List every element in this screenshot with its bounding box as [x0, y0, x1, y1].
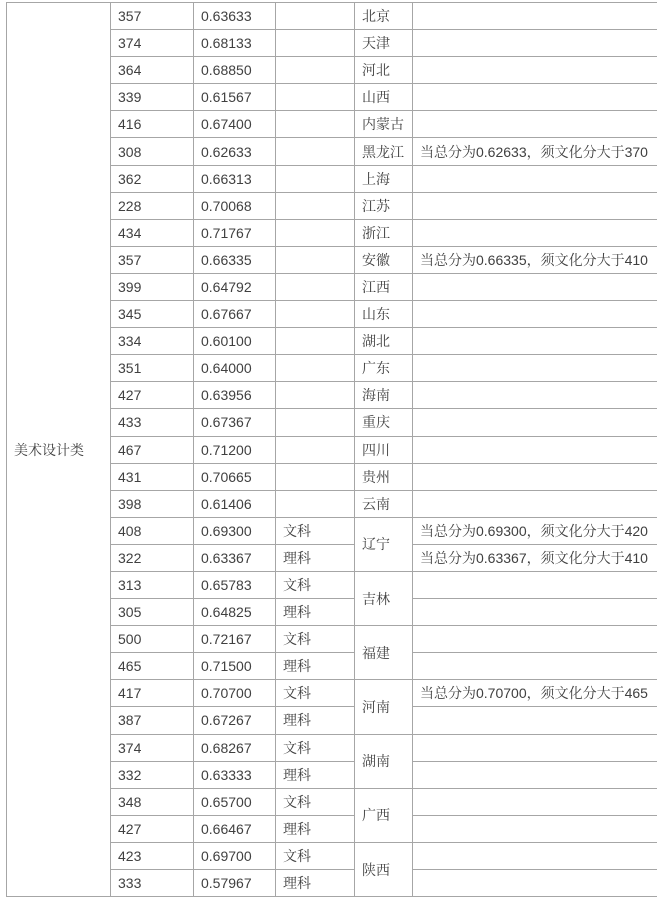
score-cell: 357	[111, 3, 194, 30]
note-cell	[413, 111, 657, 138]
province-cell: 广西	[355, 788, 413, 842]
province-cell: 四川	[355, 436, 413, 463]
province-cell: 天津	[355, 30, 413, 57]
province-cell: 山东	[355, 301, 413, 328]
track-cell	[276, 382, 355, 409]
ratio-cell: 0.64792	[194, 273, 276, 300]
score-cell: 374	[111, 30, 194, 57]
note-cell	[413, 788, 657, 815]
score-cell: 348	[111, 788, 194, 815]
score-cell: 427	[111, 382, 194, 409]
note-cell	[413, 328, 657, 355]
ratio-cell: 0.68267	[194, 734, 276, 761]
ratio-cell: 0.63633	[194, 3, 276, 30]
score-cell: 465	[111, 653, 194, 680]
note-cell	[413, 409, 657, 436]
score-cell: 345	[111, 301, 194, 328]
track-cell	[276, 192, 355, 219]
note-cell	[413, 3, 657, 30]
admission-scores-table	[6, 2, 657, 897]
ratio-cell: 0.72167	[194, 626, 276, 653]
table-row	[7, 3, 657, 30]
score-cell: 387	[111, 707, 194, 734]
score-cell: 417	[111, 680, 194, 707]
track-cell: 理科	[276, 544, 355, 571]
note-cell	[413, 165, 657, 192]
ratio-cell: 0.67367	[194, 409, 276, 436]
province-cell: 福建	[355, 626, 413, 680]
track-cell: 理科	[276, 870, 355, 897]
track-cell: 理科	[276, 761, 355, 788]
score-cell: 374	[111, 734, 194, 761]
note-cell: 当总分为0.69300，须文化分大于420	[413, 517, 657, 544]
ratio-cell: 0.67400	[194, 111, 276, 138]
note-cell	[413, 84, 657, 111]
ratio-cell: 0.70665	[194, 463, 276, 490]
province-cell: 湖南	[355, 734, 413, 788]
score-cell: 427	[111, 815, 194, 842]
track-cell	[276, 3, 355, 30]
ratio-cell: 0.66313	[194, 165, 276, 192]
ratio-cell: 0.57967	[194, 870, 276, 897]
ratio-cell: 0.62633	[194, 138, 276, 165]
track-cell: 文科	[276, 788, 355, 815]
track-cell: 文科	[276, 571, 355, 598]
ratio-cell: 0.70068	[194, 192, 276, 219]
note-cell	[413, 734, 657, 761]
category-cell: 美术设计类	[7, 3, 111, 897]
note-cell	[413, 599, 657, 626]
province-cell: 黑龙江	[355, 138, 413, 165]
track-cell: 文科	[276, 842, 355, 869]
ratio-cell: 0.71500	[194, 653, 276, 680]
ratio-cell: 0.71767	[194, 219, 276, 246]
score-cell: 362	[111, 165, 194, 192]
score-cell: 364	[111, 57, 194, 84]
track-cell: 文科	[276, 680, 355, 707]
note-cell	[413, 653, 657, 680]
province-cell: 湖北	[355, 328, 413, 355]
note-cell: 当总分为0.63367，须文化分大于410	[413, 544, 657, 571]
note-cell: 当总分为0.70700，须文化分大于465	[413, 680, 657, 707]
ratio-cell: 0.66335	[194, 246, 276, 273]
ratio-cell: 0.67267	[194, 707, 276, 734]
ratio-cell: 0.61406	[194, 490, 276, 517]
ratio-cell: 0.68850	[194, 57, 276, 84]
ratio-cell: 0.63956	[194, 382, 276, 409]
score-cell: 228	[111, 192, 194, 219]
province-cell: 山西	[355, 84, 413, 111]
province-cell: 江苏	[355, 192, 413, 219]
score-cell: 423	[111, 842, 194, 869]
note-cell	[413, 490, 657, 517]
track-cell: 理科	[276, 707, 355, 734]
ratio-cell: 0.67667	[194, 301, 276, 328]
track-cell	[276, 301, 355, 328]
note-cell	[413, 382, 657, 409]
note-cell	[413, 192, 657, 219]
province-cell: 内蒙古	[355, 111, 413, 138]
province-cell: 河南	[355, 680, 413, 734]
score-cell: 305	[111, 599, 194, 626]
ratio-cell: 0.64825	[194, 599, 276, 626]
track-cell	[276, 30, 355, 57]
province-cell: 辽宁	[355, 517, 413, 571]
score-cell: 339	[111, 84, 194, 111]
note-cell	[413, 870, 657, 897]
note-cell	[413, 463, 657, 490]
province-cell: 安徽	[355, 246, 413, 273]
track-cell: 文科	[276, 734, 355, 761]
score-cell: 308	[111, 138, 194, 165]
note-cell	[413, 571, 657, 598]
score-cell: 434	[111, 219, 194, 246]
score-cell: 322	[111, 544, 194, 571]
note-cell: 当总分为0.62633，须文化分大于370	[413, 138, 657, 165]
province-cell: 浙江	[355, 219, 413, 246]
track-cell	[276, 463, 355, 490]
ratio-cell: 0.71200	[194, 436, 276, 463]
scores-table-body	[7, 3, 657, 897]
province-cell: 陕西	[355, 842, 413, 896]
note-cell	[413, 436, 657, 463]
note-cell	[413, 301, 657, 328]
note-cell	[413, 626, 657, 653]
track-cell	[276, 409, 355, 436]
score-cell: 500	[111, 626, 194, 653]
ratio-cell: 0.65700	[194, 788, 276, 815]
track-cell	[276, 57, 355, 84]
track-cell	[276, 84, 355, 111]
track-cell: 理科	[276, 815, 355, 842]
track-cell: 理科	[276, 653, 355, 680]
province-cell: 吉林	[355, 571, 413, 625]
score-cell: 313	[111, 571, 194, 598]
province-cell: 上海	[355, 165, 413, 192]
ratio-cell: 0.64000	[194, 355, 276, 382]
score-cell: 398	[111, 490, 194, 517]
track-cell	[276, 273, 355, 300]
note-cell	[413, 815, 657, 842]
track-cell: 理科	[276, 599, 355, 626]
ratio-cell: 0.63367	[194, 544, 276, 571]
note-cell	[413, 219, 657, 246]
track-cell	[276, 111, 355, 138]
ratio-cell: 0.68133	[194, 30, 276, 57]
note-cell: 当总分为0.66335，须文化分大于410	[413, 246, 657, 273]
track-cell	[276, 436, 355, 463]
score-cell: 399	[111, 273, 194, 300]
note-cell	[413, 842, 657, 869]
track-cell	[276, 355, 355, 382]
track-cell: 文科	[276, 626, 355, 653]
score-cell: 334	[111, 328, 194, 355]
track-cell: 文科	[276, 517, 355, 544]
track-cell	[276, 138, 355, 165]
score-cell: 332	[111, 761, 194, 788]
score-cell: 416	[111, 111, 194, 138]
note-cell	[413, 273, 657, 300]
ratio-cell: 0.61567	[194, 84, 276, 111]
ratio-cell: 0.60100	[194, 328, 276, 355]
province-cell: 北京	[355, 3, 413, 30]
province-cell: 江西	[355, 273, 413, 300]
score-cell: 351	[111, 355, 194, 382]
ratio-cell: 0.69700	[194, 842, 276, 869]
note-cell	[413, 57, 657, 84]
score-cell: 431	[111, 463, 194, 490]
ratio-cell: 0.69300	[194, 517, 276, 544]
ratio-cell: 0.66467	[194, 815, 276, 842]
ratio-cell: 0.63333	[194, 761, 276, 788]
track-cell	[276, 490, 355, 517]
province-cell: 海南	[355, 382, 413, 409]
province-cell: 河北	[355, 57, 413, 84]
province-cell: 云南	[355, 490, 413, 517]
province-cell: 广东	[355, 355, 413, 382]
score-cell: 333	[111, 870, 194, 897]
score-cell: 408	[111, 517, 194, 544]
ratio-cell: 0.70700	[194, 680, 276, 707]
ratio-cell: 0.65783	[194, 571, 276, 598]
track-cell	[276, 165, 355, 192]
score-cell: 433	[111, 409, 194, 436]
province-cell: 贵州	[355, 463, 413, 490]
track-cell	[276, 246, 355, 273]
note-cell	[413, 30, 657, 57]
province-cell: 重庆	[355, 409, 413, 436]
note-cell	[413, 355, 657, 382]
score-cell: 357	[111, 246, 194, 273]
note-cell	[413, 707, 657, 734]
note-cell	[413, 761, 657, 788]
track-cell	[276, 219, 355, 246]
score-cell: 467	[111, 436, 194, 463]
track-cell	[276, 328, 355, 355]
